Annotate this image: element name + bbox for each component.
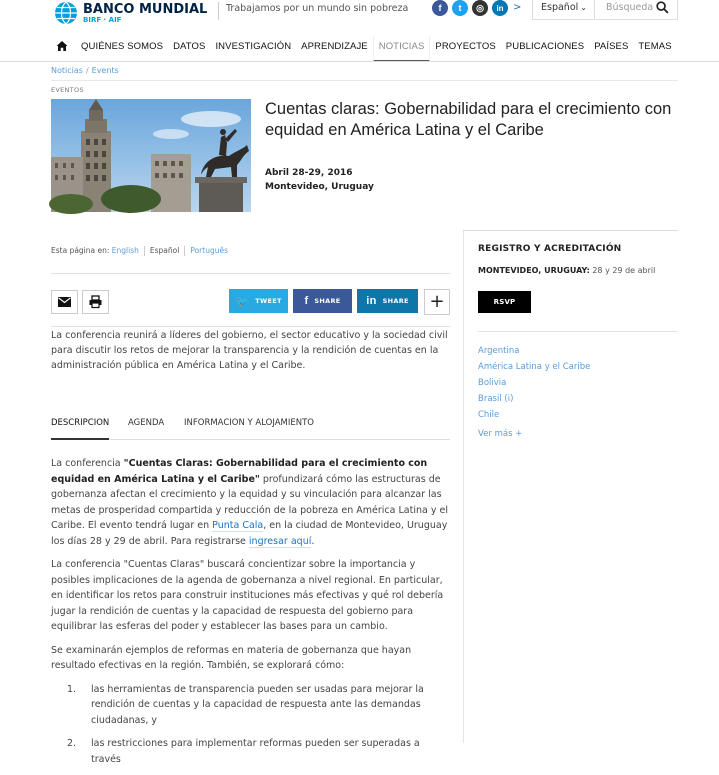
tab-bar: [51, 418, 450, 440]
language-label: Español: [541, 2, 579, 13]
home-icon[interactable]: [54, 36, 76, 62]
page-language-links: [51, 246, 228, 256]
world-bank-logo[interactable]: [54, 0, 207, 26]
divider: [0, 61, 719, 62]
list-item: [51, 736, 450, 767]
divider: [51, 80, 678, 81]
registration-info: [478, 266, 655, 275]
event-title: Cuentas claras: Gobernabilidad para el crecimiento con equidad en América Latina y el Caribe: [265, 100, 672, 139]
punta-cala-link[interactable]: Punta Cala: [212, 520, 264, 531]
breadcrumb-events[interactable]: Events: [91, 66, 119, 75]
list-number: 1.: [67, 683, 77, 695]
paragraph: [51, 456, 450, 549]
divider: [218, 2, 219, 20]
divider: [51, 326, 450, 327]
event-date: Abril 28-29, 2016: [265, 168, 353, 178]
logo-subtitle: BIRF · AIF: [83, 15, 122, 24]
text: .: [311, 535, 315, 547]
nav-noticias[interactable]: NOTICIAS: [373, 36, 431, 62]
tweet-button[interactable]: [229, 289, 288, 313]
list-text: las restricciones para implementar reformas pueden ser superadas a través: [91, 738, 420, 765]
linkedin-share-label: SHARE: [382, 297, 409, 305]
nav-proyectos[interactable]: PROYECTOS: [435, 41, 496, 52]
linkedin-share-button[interactable]: [357, 289, 418, 313]
list-item: [51, 682, 450, 729]
breadcrumb-noticias[interactable]: Noticias: [51, 66, 83, 75]
linkedin-icon: in: [366, 295, 377, 307]
email-button[interactable]: [51, 290, 78, 314]
search-input[interactable]: [596, 0, 678, 20]
instagram-icon[interactable]: ◎: [472, 0, 488, 16]
text: La conferencia: [51, 458, 124, 469]
nav-aprendizaje[interactable]: APRENDIZAJE: [301, 41, 368, 52]
chevron-down-icon: ⌄: [580, 3, 587, 12]
facebook-icon[interactable]: f: [432, 0, 448, 16]
search-icon[interactable]: [656, 1, 669, 14]
tag-america-latina-caribe[interactable]: América Latina y el Caribe: [478, 362, 591, 372]
event-category: EVENTOS: [51, 86, 84, 94]
country-tags: [478, 343, 590, 423]
list-number: 2.: [67, 738, 77, 749]
more-share-button[interactable]: [424, 289, 450, 315]
see-more-link[interactable]: Ver más +: [478, 429, 523, 439]
twitter-icon: 🐦: [235, 295, 250, 308]
divider: [478, 331, 678, 332]
top-bar: [0, 0, 719, 26]
envelope-icon: [58, 297, 71, 307]
divider: [463, 230, 678, 231]
event-summary: La conferencia reunirá a líderes del gobierno, el sector educativo y la sociedad civil para discutir los retos de mejorar la transparencia y la rendición de cuentas en la administración pública en América Latina y el Caribe.: [51, 330, 448, 371]
chevron-right-icon[interactable]: >: [513, 2, 522, 13]
breadcrumb-separator: /: [85, 66, 89, 75]
text: profundizará cómo las estructuras de gobernanza afectan el crecimiento y la equidad y su vinculación para alcanzar las metas de prosperidad compartida y reducción de la pobreza en América Latina y el Caribe. El evento tendrá lugar en: [51, 473, 448, 531]
divider: [184, 246, 185, 256]
nav-quienes-somos[interactable]: QUIÉNES SOMOS: [81, 41, 164, 52]
facebook-share-label: SHARE: [314, 297, 341, 305]
social-links: [432, 0, 521, 16]
divider: [144, 246, 145, 256]
text: , en la ciudad de Montevideo, Uruguay los días 28 y 29 de abril. Para registrarse: [51, 520, 448, 547]
tag-argentina[interactable]: Argentina: [478, 346, 520, 356]
list-text: las herramientas de transparencia pueden ser usadas para mejorar la rendición de cuentas y la capacidad de respuesta ante las demandas ciudadanas, y: [91, 683, 424, 726]
nav-investigacion[interactable]: INVESTIGACIÓN: [215, 41, 292, 52]
registration-city: MONTEVIDEO, URUGUAY:: [478, 266, 590, 275]
paragraph: La conferencia "Cuentas Claras" buscará concientizar sobre la importancia y posibles implicaciones de la agenda de gobernanza a nivel regional. En particular, en identificar los retos para construir instituciones más efectivas y qué rol debería jugar la rendición de cuentas y la capacidad de respuesta del gobierno para equilibrar las esferas del poder y establecer las bases para un cambio.: [51, 559, 444, 632]
print-button[interactable]: [82, 290, 109, 314]
tab-descripcion[interactable]: DESCRIPCION: [51, 418, 109, 440]
nav-publicaciones[interactable]: PUBLICACIONES: [505, 41, 585, 52]
lang-portugues-link[interactable]: Português: [190, 246, 228, 255]
twitter-icon[interactable]: t: [452, 0, 468, 16]
paragraph: Se examinarán ejemplos de reformas en materia de gobernanza que hayan resultado efectivas en la región. También, se explorará cómo:: [51, 644, 412, 671]
tag-brasil[interactable]: Brasil (i): [478, 394, 514, 404]
linkedin-icon[interactable]: in: [492, 0, 508, 16]
tweet-label: TWEET: [255, 297, 282, 305]
lang-espanol-current: Español: [149, 246, 180, 255]
registration-dates: 28 y 29 de abril: [589, 266, 656, 275]
tag-bolivia[interactable]: Bolivia: [478, 378, 507, 388]
tab-informacion-alojamiento[interactable]: INFORMACION Y ALOJAMIENTO: [184, 418, 314, 428]
goals-list: [51, 682, 450, 768]
facebook-icon: f: [304, 295, 309, 307]
rsvp-button[interactable]: RSVP: [478, 291, 531, 313]
tag-chile[interactable]: Chile: [478, 410, 500, 420]
main-nav: [54, 36, 677, 62]
tagline: Trabajamos por un mundo sin pobreza: [226, 3, 409, 14]
globe-icon: [54, 1, 78, 25]
divider: [51, 273, 450, 274]
language-links-label: Esta página en:: [51, 246, 110, 255]
breadcrumb: [51, 66, 119, 75]
register-link[interactable]: ingresar aquí: [248, 535, 312, 547]
search-placeholder: Búsqueda: [606, 2, 654, 13]
event-location: Montevideo, Uruguay: [265, 182, 374, 192]
nav-temas[interactable]: TEMAS: [638, 41, 672, 52]
event-photo: [51, 99, 251, 212]
language-selector[interactable]: [532, 0, 595, 20]
plus-icon: +: [429, 291, 445, 312]
registration-heading: REGISTRO Y ACREDITACIÓN: [478, 244, 622, 254]
divider: [463, 231, 464, 743]
printer-icon: [89, 296, 102, 308]
lang-english-link[interactable]: English: [111, 246, 139, 255]
conference-name: "Cuentas Claras: Gobernabilidad para el crecimiento con equidad en América Latina y el Caribe": [51, 458, 428, 485]
logo-title: BANCO MUNDIAL: [83, 1, 208, 17]
nav-datos[interactable]: DATOS: [173, 41, 206, 52]
nav-paises[interactable]: PAÍSES: [594, 41, 629, 52]
facebook-share-button[interactable]: [293, 289, 352, 313]
tab-agenda[interactable]: AGENDA: [128, 418, 165, 428]
event-description: [51, 456, 450, 775]
